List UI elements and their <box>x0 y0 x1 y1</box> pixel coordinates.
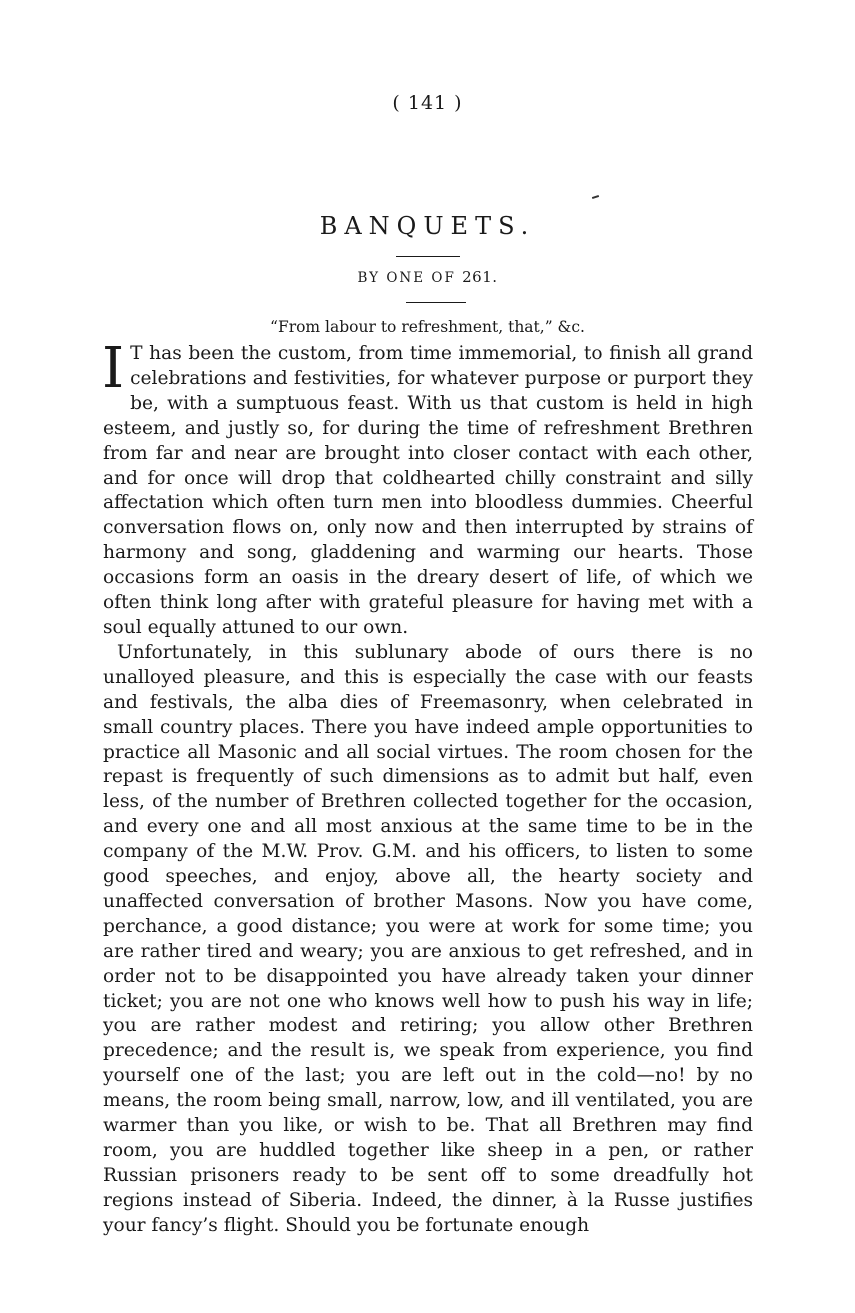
stray-ink-mark <box>592 195 599 199</box>
article-body <box>102 336 753 1239</box>
paragraph-2: Unfortunately, in this sublunary abode of ours there is no unalloyed pleasure, and this is especially the case with our feasts and festivals, the alba dies of Freemasonry, when celebrated in small country places. There you have indeed ample opportunities to practice all Masonic and all social virtues. The room chosen for the repast is frequently of such dimensions as to admit but half, even less, of the number of Brethren collected together for the occasion, and every one and all most anxious at the same time to be in the company of the M.W. Prov. G.M. and his officers, to listen to some good speeches, and enjoy, above all, the hearty society and unaffected conversation of brother Masons. Now you have come, perchance, a good distance; you were at work for some time; you are rather tired and weary; you are anxious to get refreshed, and in order not to be disappointed you have already taken your dinner ticket; you are not one who knows well how to push his way in life; you are rather modest and retiring; you allow other Brethren precedence; and the result is, we speak from experience, you find yourself one of the last; you are left out in the cold—no! by no means, the room being small, narrow, low, and ill ventilated, you are warmer than you like, or wish to be. That all Brethren may find room, you are huddled together like sheep in a pen, or rather Russian prisoners ready to be sent off to some dreadfully hot regions instead of Siberia. Indeed, the dinner, à la Russe justifies your fancy’s flight. Should you be fortunate enough <box>103 641 753 1236</box>
title-divider <box>396 256 460 257</box>
paragraph-1 <box>102 336 753 641</box>
byline-text: BY ONE OF <box>357 270 456 286</box>
byline-divider <box>406 302 466 303</box>
byline-number: 261. <box>462 268 498 286</box>
epigraph: “From labour to refreshment, that,” &c. <box>270 318 585 336</box>
article-title: BANQUETS. <box>319 212 536 240</box>
article-byline <box>0 268 855 286</box>
paragraph-1-text: T has been the custom, from time immemorial, to finish all grand celebrations and festivities, for whatever purpose or purport they be, with a sumptuous feast. With us that custom is held in high esteem, and justly so, for during the time of refreshment Brethren from far and near are brought into closer contact with each other, and for once will drop that coldhearted chilly constraint and silly affectation which often turn men into bloodless dummies. Cheerful conversation flows on, only now and then interrupted by strains of harmony and song, gladdening and warming our hearts. Those occasions form an oasis in the dreary desert of life, of which we often think long after with grateful pleasure for having met with a soul equally attuned to our own. <box>103 343 753 638</box>
page-number: ( 141 ) <box>392 92 463 114</box>
drop-cap: I <box>102 336 125 401</box>
